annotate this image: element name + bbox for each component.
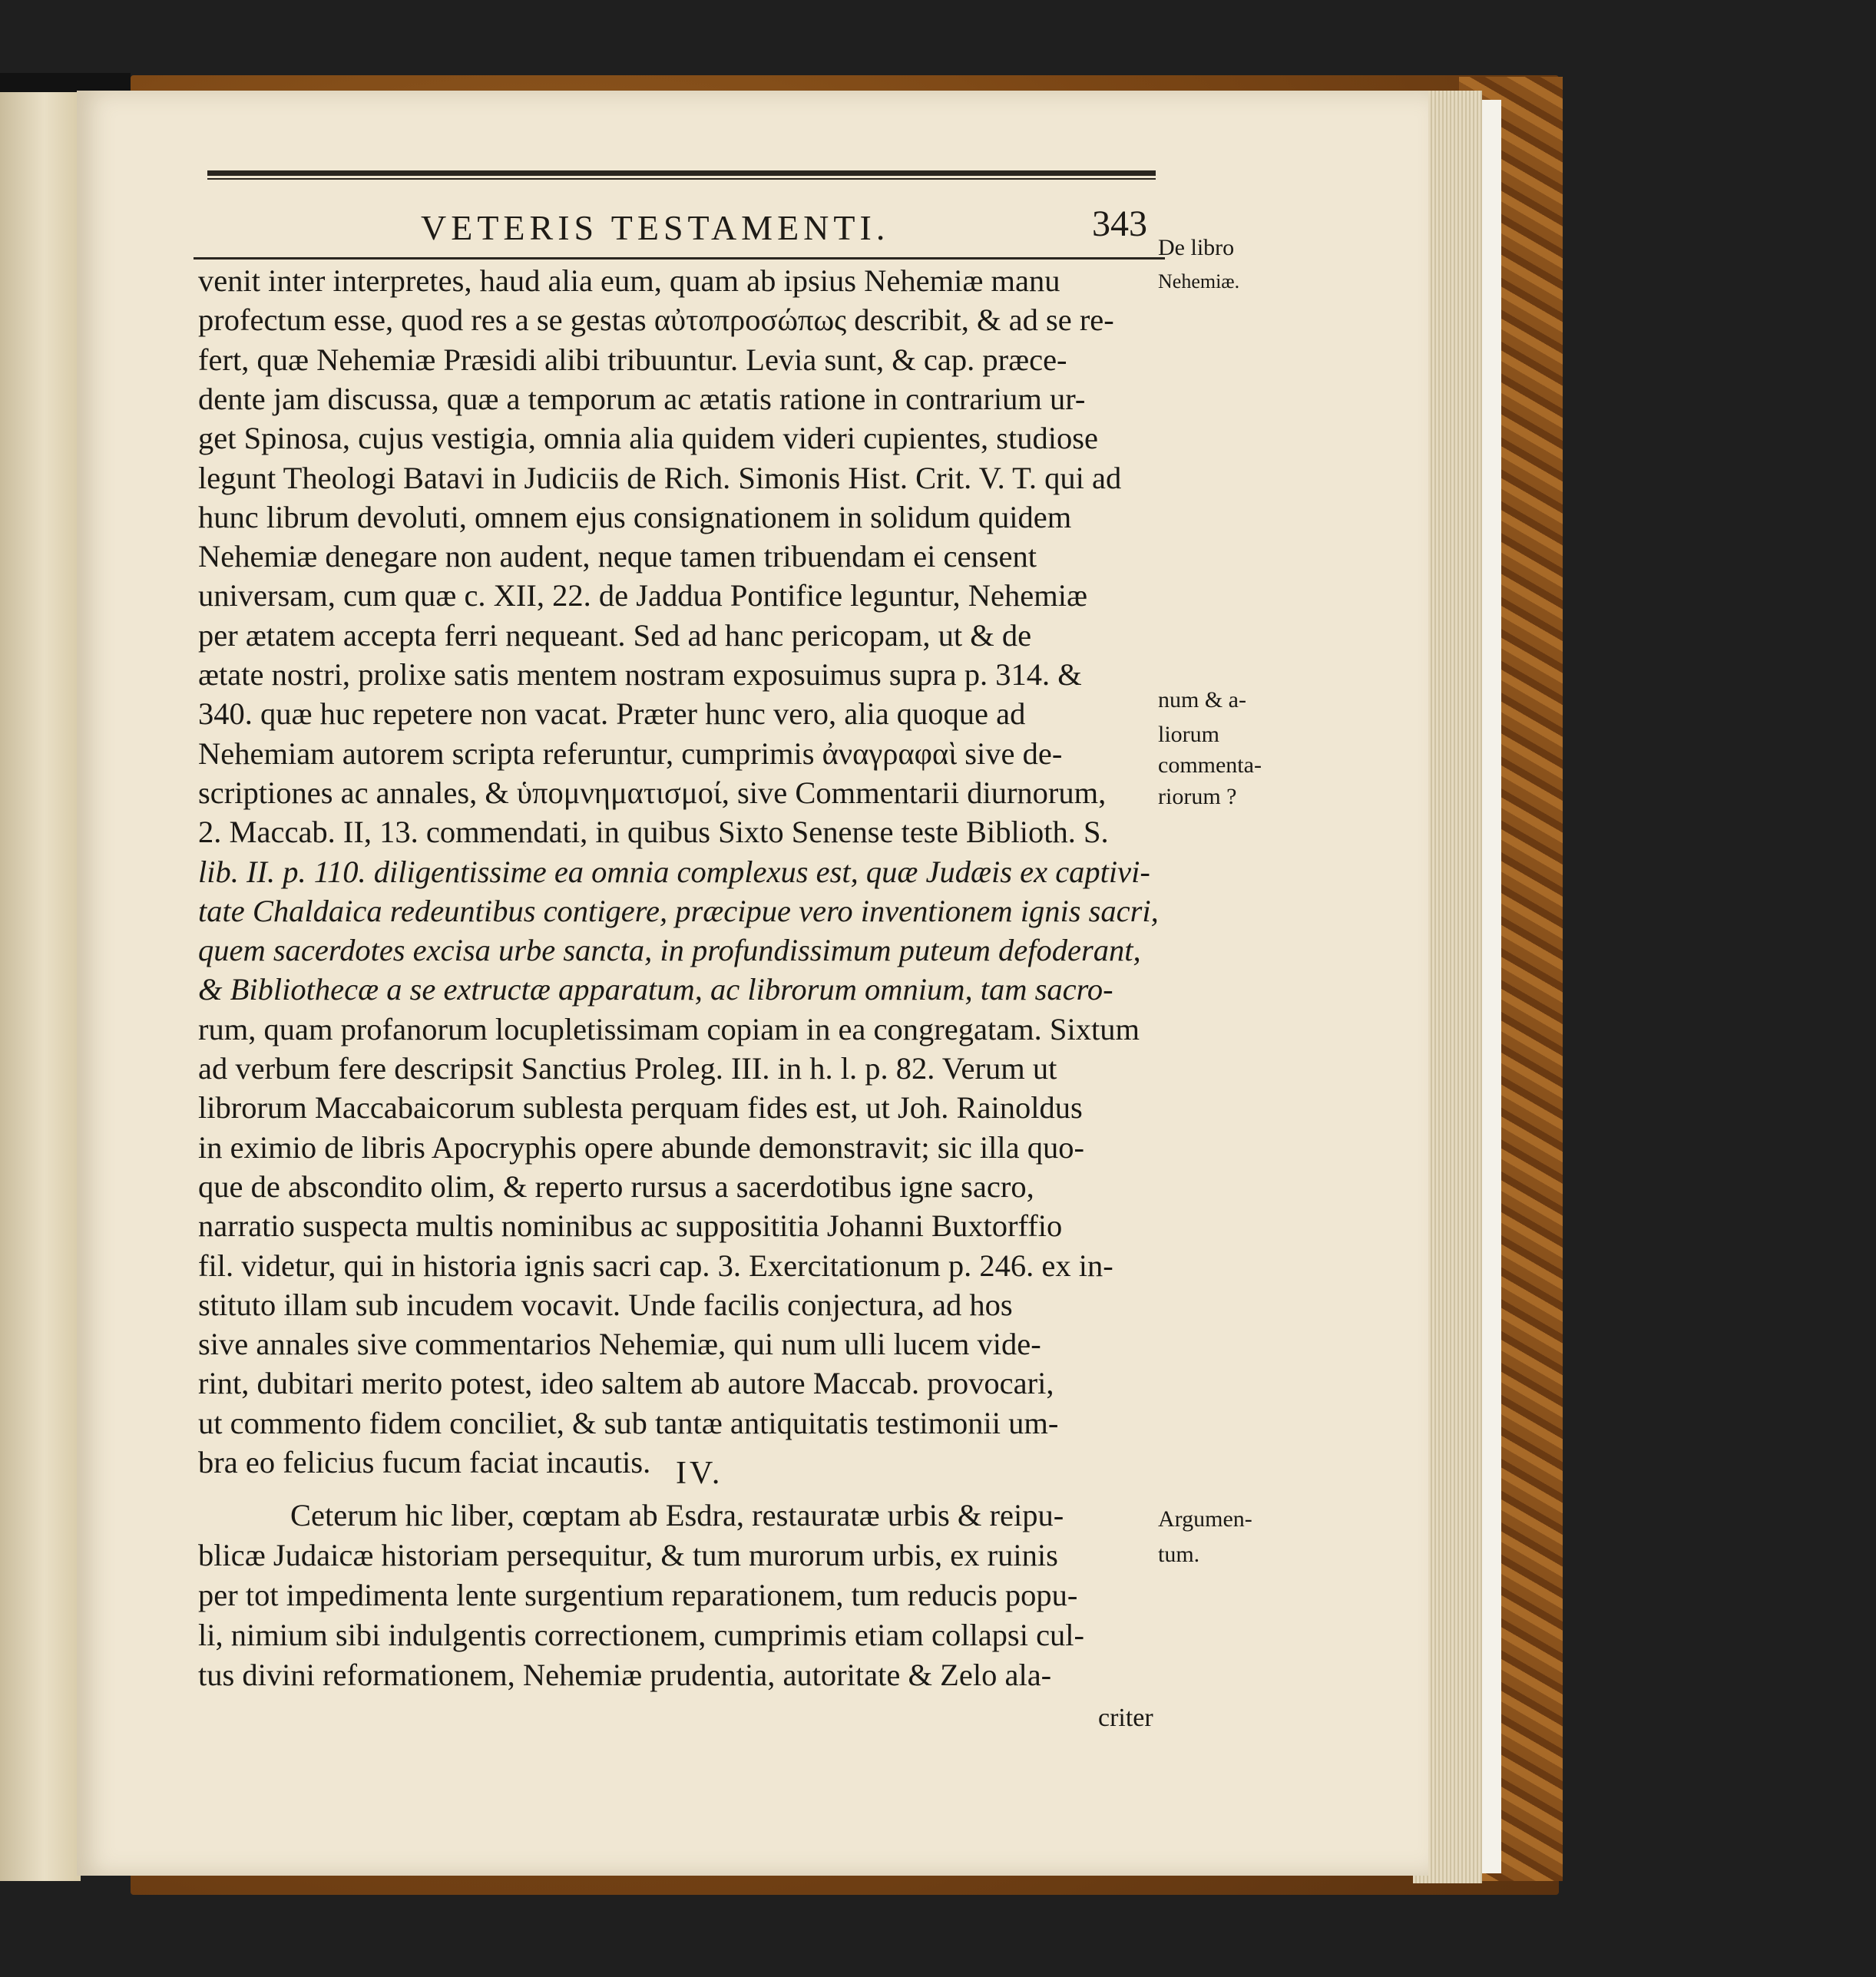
page-number: 343: [1092, 203, 1147, 244]
text-line: rum, quam profanorum locupletissimam copiam in ea congregatam. Sixtum: [198, 1011, 1140, 1046]
margin-note: riorum ?: [1158, 784, 1237, 809]
margin-note: De libro: [1158, 235, 1235, 260]
text-line: tus divini reformationem, Nehemiæ prudentia, autoritate & Zelo ala-: [198, 1658, 1052, 1692]
text-line: in eximio de libris Apocryphis opere abunde demonstravit; sic illa quo-: [198, 1129, 1085, 1165]
margin-note: Nehemiæ.: [1158, 270, 1240, 293]
text-line: que de abscondito olim, & reperto rursus a sacerdotibus igne sacro,: [198, 1169, 1034, 1204]
text-line: narratio suspecta multis nominibus ac supposititia Johanni Buxtorffio: [198, 1208, 1063, 1244]
text-line: venit inter interpretes, haud alia eum, quam ab ipsius Nehemiæ manu: [198, 263, 1060, 298]
header-rule: [207, 170, 1156, 176]
text-line: get Spinosa, cujus vestigia, omnia alia quidem videri cupientes, studiose: [198, 421, 1099, 456]
text-line: profectum esse, quod res a se gestas αὐτοπροσώπως describit, & ad se re-: [198, 303, 1114, 338]
running-title: VETERIS TESTAMENTI.: [421, 208, 890, 247]
text-line: stituto illam sub incudem vocavit. Unde facilis conjectura, ad hos: [198, 1287, 1013, 1322]
header-rule-thin: [207, 178, 1156, 180]
text-line: sive annales sive commentarios Nehemiæ, qui num ulli lucem vide-: [198, 1327, 1041, 1362]
text-line: lib. II. p. 110. diligentissime ea omnia complexus est, quæ Judæis ex captivi-: [198, 854, 1150, 889]
text-line: dente jam discussa, quæ a temporum ac ætatis ratione in contrarium ur-: [198, 381, 1086, 416]
text-line: hunc librum devoluti, omnem ejus consignationem in solidum quidem: [198, 499, 1072, 534]
text-line: fil. videtur, qui in historia ignis sacri cap. 3. Exercitationum p. 246. ex in-: [198, 1248, 1113, 1283]
text-line: blicæ Judaicæ historiam persequitur, & tum murorum urbis, ex ruinis: [198, 1538, 1058, 1572]
text-line: librorum Maccabaicorum sublesta perquam fides est, ut Joh. Rainoldus: [198, 1090, 1083, 1126]
text-line: per ætatem accepta ferri nequeant. Sed ad hanc pericopam, ut & de: [198, 617, 1032, 653]
text-line: 2. Maccab. II, 13. commendati, in quibus Sixto Senense teste Biblioth. S.: [198, 815, 1109, 850]
text-line: Nehemiam autorem scripta referuntur, cumprimis ἀναγραφαὶ sive de-: [198, 736, 1063, 771]
text-line: bra eo felicius fucum faciat incautis.: [198, 1445, 651, 1479]
section-number: IV.: [676, 1456, 723, 1491]
text-line: criter: [1098, 1704, 1153, 1732]
text-line: 340. quæ huc repetere non vacat. Præter hunc vero, alia quoque ad: [198, 696, 1026, 732]
text-line: legunt Theologi Batavi in Judiciis de Rich. Simonis Hist. Crit. V. T. qui ad: [198, 460, 1122, 495]
text-line: & Bibliothecæ a se extructæ apparatum, ac librorum omnium, tam sacro-: [198, 972, 1113, 1007]
text-line: quem sacerdotes excisa urbe sancta, in profundissimum puteum defoderant,: [198, 933, 1141, 968]
margin-note: num & a-: [1158, 687, 1246, 712]
text-line: tate Chaldaica redeuntibus contigere, præcipue vero inventionem ignis sacri,: [198, 893, 1159, 928]
running-head-underline: [194, 257, 1165, 260]
text-line: ad verbum fere descripsit Sanctius Proleg. III. in h. l. p. 82. Verum ut: [198, 1051, 1057, 1086]
text-line: rint, dubitari merito potest, ideo saltem ab autore Maccab. provocari,: [198, 1366, 1054, 1401]
text-line: fert, quæ Nehemiæ Præsidi alibi tribuuntur. Levia sunt, & cap. præce-: [198, 342, 1067, 377]
text-line: li, nimium sibi indulgentis correctionem, cumprimis etiam collapsi cul-: [198, 1618, 1085, 1652]
margin-note: tum.: [1158, 1542, 1200, 1567]
text-line: universam, cum quæ c. XII, 22. de Jaddua Pontifice leguntur, Nehemiæ: [198, 578, 1087, 613]
margin-note: liorum: [1158, 722, 1219, 747]
margin-note: commenta-: [1158, 752, 1262, 778]
text-line: scriptiones ac annales, & ὑπομνηματισμοί, sive Commentarii diurnorum,: [198, 775, 1107, 810]
margin-note: Argumen-: [1158, 1506, 1252, 1532]
text-line: Nehemiæ denegare non audent, neque tamen tribuendam ei censent: [198, 539, 1037, 574]
text-line: ætate nostri, prolixe satis mentem nostram exposuimus supra p. 314. &: [198, 657, 1082, 692]
text-line: ut commento fidem conciliet, & sub tantæ antiquitatis testimonii um-: [198, 1405, 1059, 1440]
facing-page-edge: [0, 92, 81, 1881]
text-line: per tot impedimenta lente surgentium reparationem, tum reducis popu-: [198, 1578, 1078, 1612]
text-line: Ceterum hic liber, cœptam ab Esdra, restauratæ urbis & reipu-: [290, 1498, 1064, 1532]
